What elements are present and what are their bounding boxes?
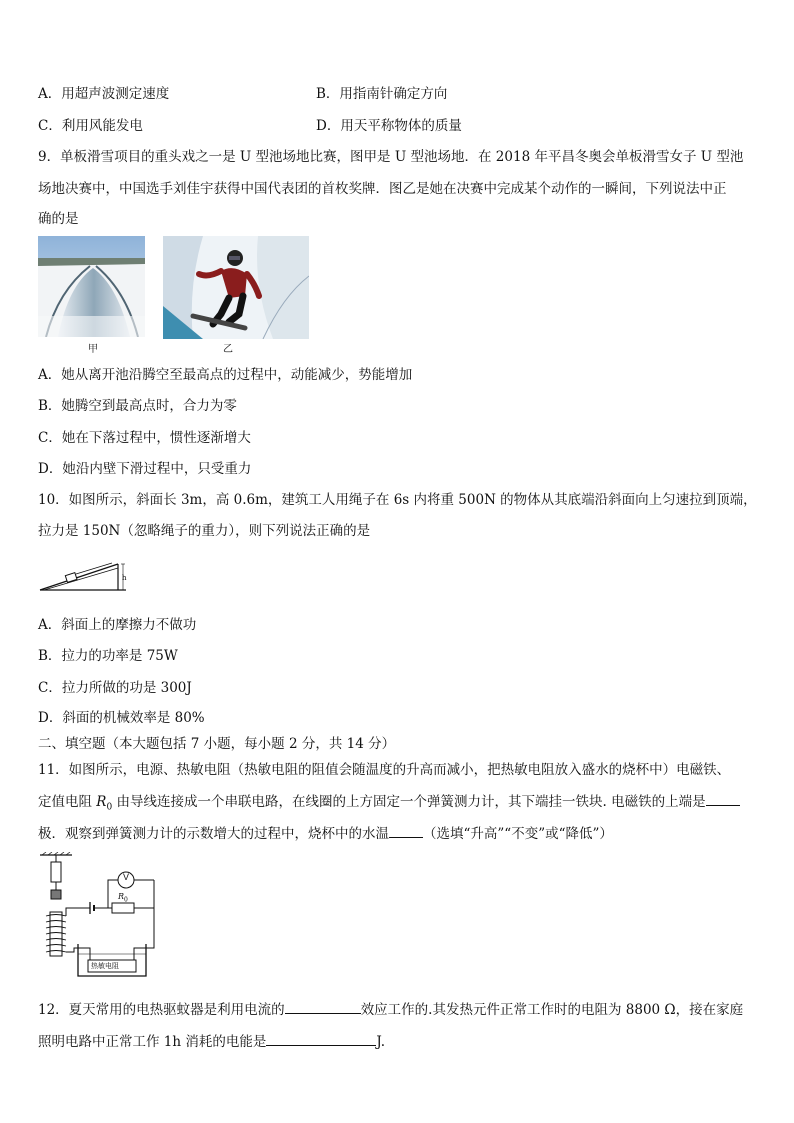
resistor-label: $R_0$ <box>118 892 128 904</box>
q9-option-c: C．她在下落过程中，惯性逐渐增大 <box>38 430 251 446</box>
q9-option-b: B．她腾空到最高点时，合力为零 <box>38 398 237 414</box>
incline-diagram <box>38 556 130 596</box>
q12-stem-line2: 照明电路中正常工作 1h 消耗的电能是 J. <box>38 1030 385 1050</box>
svg-text:h: h <box>122 574 127 582</box>
q10-stem-line2: 拉力是 150N（忽略绳子的重力），则下列说法正确的是 <box>38 523 371 539</box>
circuit-diagram <box>38 852 162 982</box>
voltmeter-label: V <box>123 872 130 882</box>
q11-blank-1[interactable] <box>706 791 740 806</box>
section-heading: 二、填空题（本大题包括 7 小题，每小题 2 分，共 14 分） <box>38 736 396 752</box>
q8-option-a: A．用超声波测定速度 <box>38 86 170 102</box>
q11-stem-line1: 11．如图所示，电源、热敏电阻（热敏电阻的阻值会随温度的升高而减小，把热敏电阻放入盛水的烧杯中）电磁铁、 <box>38 762 731 778</box>
q11-stem-line3: 极．观察到弹簧测力计的示数增大的过程中，烧杯中的水温 （选填“升高”“不变”或“降低”） <box>38 822 613 842</box>
q9-option-d: D．她沿内壁下滑过程中，只受重力 <box>38 461 252 477</box>
caption-jia: 甲 <box>88 344 98 355</box>
q9-stem-line2: 场地决赛中，中国选手刘佳宇获得中国代表团的首枚奖牌．图乙是她在决赛中完成某个动作的一瞬间，下列说法中正 <box>38 181 727 197</box>
q10-option-a: A．斜面上的摩擦力不做功 <box>38 617 197 633</box>
caption-yi: 乙 <box>223 344 233 355</box>
halfpipe-photo <box>38 236 145 337</box>
q9-option-a: A．她从离开池沿腾空至最高点的过程中，动能减少，势能增加 <box>38 367 413 383</box>
q8-option-d: D．用天平称物体的质量 <box>316 118 462 134</box>
q12-stem-line1: 12．夏天常用的电热驱蚊器是利用电流的 效应工作的.其发热元件正常工作时的电阻为 8800 Ω，接在家庭 <box>38 998 743 1018</box>
snowboarder-photo <box>163 236 309 339</box>
q10-option-b: B．拉力的功率是 75W <box>38 648 178 664</box>
q12-blank-2[interactable] <box>266 1031 376 1046</box>
q10-stem-line1: 10．如图所示，斜面长 3m，高 0.6m，建筑工人用绳子在 6s 内将重 500N 的物体从其底端沿斜面向上匀速拉到顶端， <box>38 492 757 508</box>
q9-stem-line1: 9．单板滑雪项目的重头戏之一是 U 型池场地比赛，图甲是 U 型池场地．在 2018 年平昌冬奥会单板滑雪女子 U 型池 <box>38 149 744 165</box>
q9-stem-line3: 确的是 <box>38 211 79 227</box>
q11-blank-2[interactable] <box>389 823 423 838</box>
q8-option-b: B．用指南针确定方向 <box>316 86 448 102</box>
q10-option-d: D．斜面的机械效率是 80% <box>38 710 205 726</box>
q11-stem-line2: 定值电阻 $R_0$ 由导线连接成一个串联电路，在线圈的上方固定一个弹簧测力计，其下端挂一铁块. 电磁铁的上端是 <box>38 790 740 813</box>
q8-option-c: C．利用风能发电 <box>38 118 143 134</box>
q10-option-c: C．拉力所做的功是 300J <box>38 680 192 696</box>
q12-blank-1[interactable] <box>285 999 361 1014</box>
thermistor-label: 热敏电阻 <box>91 962 119 970</box>
